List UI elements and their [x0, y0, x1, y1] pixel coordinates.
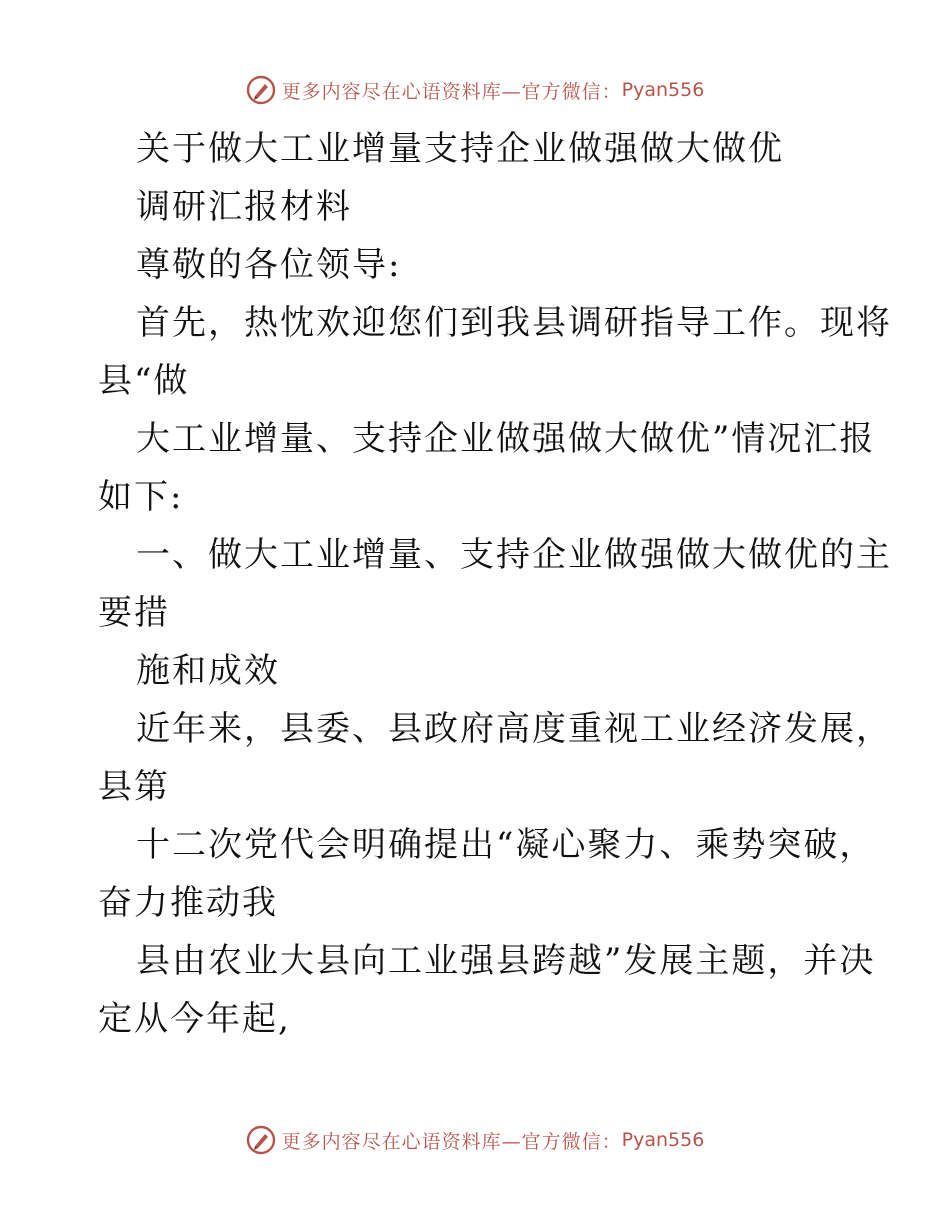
- paragraph-line: 大工业增量、支持企业做强做大做优”情况汇报: [136, 419, 876, 459]
- paragraph-line: 十二次党代会明确提出“凝心聚力、乘势突破，: [136, 825, 876, 865]
- banner-wechat-id: Pyan556: [621, 1129, 705, 1151]
- doc-title-line-1: 关于做大工业增量支持企业做强做大做优: [136, 129, 784, 169]
- section-heading-line: 一、做大工业增量、支持企业做强做大做优的主: [136, 535, 892, 575]
- footer-watermark-banner: [0, 1120, 950, 1160]
- paragraph-line: 县由农业大县向工业强县跨越”发展主题，并决: [136, 941, 876, 981]
- paragraph-line: 县第: [98, 767, 170, 807]
- section-heading-line: 施和成效: [136, 651, 280, 691]
- paragraph-line: 近年来，县委、县政府高度重视工业经济发展，: [136, 709, 892, 749]
- salutation: 尊敬的各位领导:: [136, 245, 402, 285]
- banner-wechat-id: Pyan556: [621, 79, 705, 101]
- paragraph-line: 县“做: [98, 361, 190, 401]
- paragraph-line: 定从今年起,: [98, 999, 291, 1039]
- banner-text: 更多内容尽在心语资料库—官方微信：: [281, 80, 622, 103]
- pen-logo-icon: [246, 1125, 276, 1155]
- section-heading-line: 要措: [98, 593, 170, 633]
- document-body: [98, 120, 892, 1048]
- header-watermark-banner: [0, 70, 950, 110]
- paragraph-line: 如下:: [98, 477, 184, 517]
- paragraph-line: 首先，热忱欢迎您们到我县调研指导工作。现将: [136, 303, 892, 343]
- banner-text: 更多内容尽在心语资料库—官方微信：: [281, 1130, 622, 1153]
- doc-title-line-2: 调研汇报材料: [136, 187, 352, 227]
- pen-logo-icon: [246, 75, 276, 105]
- paragraph-line: 奋力推动我: [98, 883, 278, 923]
